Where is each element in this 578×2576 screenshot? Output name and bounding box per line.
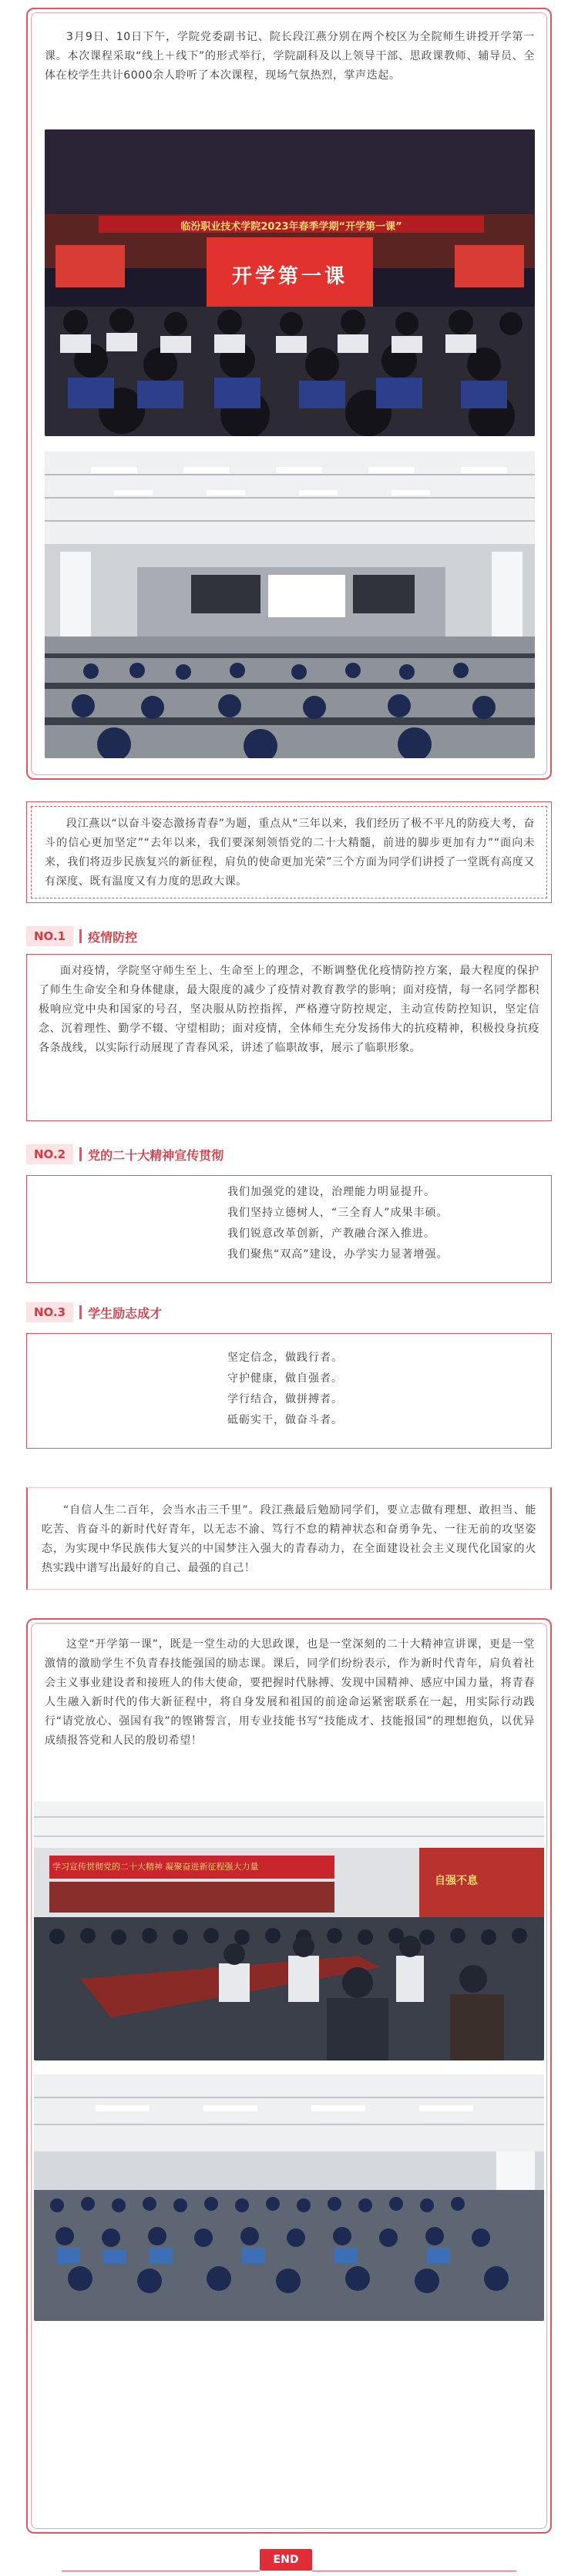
section-1-paragraph: 面对疫情，学院坚守师生至上、生命至上的理念，不断调整优化疫情防控方案，最大程度的保护了师生生命安全和身体健康，最大限度的减少了疫情对教育教学的影响；面对疫情，每一名同学都积极响应党中央和国家的号召，坚决服从防控指挥，严格遵守防控规定，主动宣传防控知识，坚定信念、沉着理性、勤学不辍、守望相助；面对疫情，全体师生充分发扬伟大的抗疫精神，积极投身抗疫各条战线，以实际行动展现了青春风采，讲述了临职故事，展示了临职形象。 [39, 965, 539, 1054]
closing-paragraph: 这堂“开学第一课”，既是一堂生动的大思政课，也是一堂深刻的二十大精神宣讲课，更是一堂激情的激励学生不负青春技能强国的励志课。课后，同学们纷纷表示，作为新时代青年，肩负着社会主义事业建设者和接班人的伟大使命，要把握时代脉搏、发现中国精神、感应中国力量，将青春人生融入新时代的伟大新征程中，将自身发展和祖国的前途命运紧密联系在一起，用实际行动践行“请党放心、强国有我”的铿锵誓言，用专业技能书写“技能成才、技能报国”的理想抱负，以优异成绩报答党和人民的殷切希望！ [45, 1638, 535, 1747]
meeting-banner-text-2: 自强不息 [435, 1875, 478, 1887]
section-3-list [227, 1348, 343, 1431]
section-3-line: 坚定信念，做践行者。 [227, 1352, 343, 1364]
section-2-list [227, 1182, 449, 1265]
audience-photo-image [34, 2074, 544, 2321]
lecture-photo-2-image [45, 452, 535, 758]
section-2-line: 我们坚持立德树人，“三全育人”成果丰硕。 [227, 1207, 449, 1219]
lecture-photo-1 [45, 129, 535, 436]
lecture-photo-2 [45, 452, 535, 758]
banner-title: 临汾职业技术学院2023年春季学期“开学第一课” [180, 221, 402, 233]
section-2-box [26, 1175, 552, 1283]
section-3-line: 守护健康，做自强者。 [227, 1372, 343, 1385]
intro-paragraph: 3月9日、10日下午，学院党委副书记、院长段江燕分别在两个校区为全院师生讲授开学第一课。本次课程采取“线上＋线下”的形式举行，学院副科及以上领导干部、思政课教师、辅导员、全体在校学生共计6000余人聆听了本次课程，现场气氛热烈，掌声迭起。 [45, 31, 535, 82]
section-3-box [26, 1333, 552, 1449]
section-2-line: 我们加强党的建设，治理能力明显提升。 [227, 1186, 435, 1198]
section-1-tag: NO.1 [26, 926, 73, 946]
section-2-header [26, 1143, 223, 1166]
meeting-photo-image [34, 1802, 544, 2060]
meeting-photo [34, 1802, 544, 2060]
section-2-title: 党的二十大精神宣传贯彻 [88, 1147, 224, 1163]
meeting-banner-text: 学习宣传贯彻党的二十大精神 凝聚奋进新征程强大力量 [52, 1862, 259, 1872]
section-3-tag: NO.3 [26, 1302, 73, 1322]
end-tag: END [260, 2549, 312, 2571]
section-3-line: 学行结合，做拼搏者。 [227, 1393, 343, 1406]
section-1-title: 疫情防控 [88, 929, 138, 945]
section-2-tag: NO.2 [26, 1144, 73, 1164]
section-2-line: 我们锐意改革创新，产教融合深入推进。 [227, 1228, 435, 1240]
audience-photo [34, 2074, 544, 2321]
section-3-line: 砥砺实干，做奋斗者。 [227, 1414, 343, 1426]
section-2-line: 我们聚焦“双高”建设，办学实力显著增强。 [227, 1248, 449, 1261]
screen-text: 开学第一课 [231, 265, 348, 288]
section-3-title: 学生励志成才 [88, 1305, 163, 1321]
quote-1-text: 段江燕以“以奋斗姿态激扬青春”为题，重点从“三年以来，我们经历了极不平凡的防疫大考，奋斗的信心更加坚定”“去年以来，我们要深刻领悟党的二十大精髓，前进的脚步更加有力”“面向未来，我们将迈步民族复兴的新征程，肩负的使命更加光荣”三个方面为同学们讲授了一堂既有高度又有深度、既有温度又有力度的思政大课。 [45, 818, 535, 888]
quote-2-text: “自信人生二百年，会当水击三千里”。段江燕最后勉励同学们，要立志做有理想、敢担当、能吃苦、肯奋斗的新时代好青年，以无志不渝、笃行不怠的精神状态和奋勇争先、一往无前的攻坚姿态，为实现中华民族伟大复兴的中国梦注入强大的青春动力，在全面建设社会主义现代化国家的火热实践中谱写出最好的自己、最强的自己！ [42, 1504, 536, 1574]
section-3-header [26, 1301, 162, 1324]
section-1-header [26, 925, 137, 948]
